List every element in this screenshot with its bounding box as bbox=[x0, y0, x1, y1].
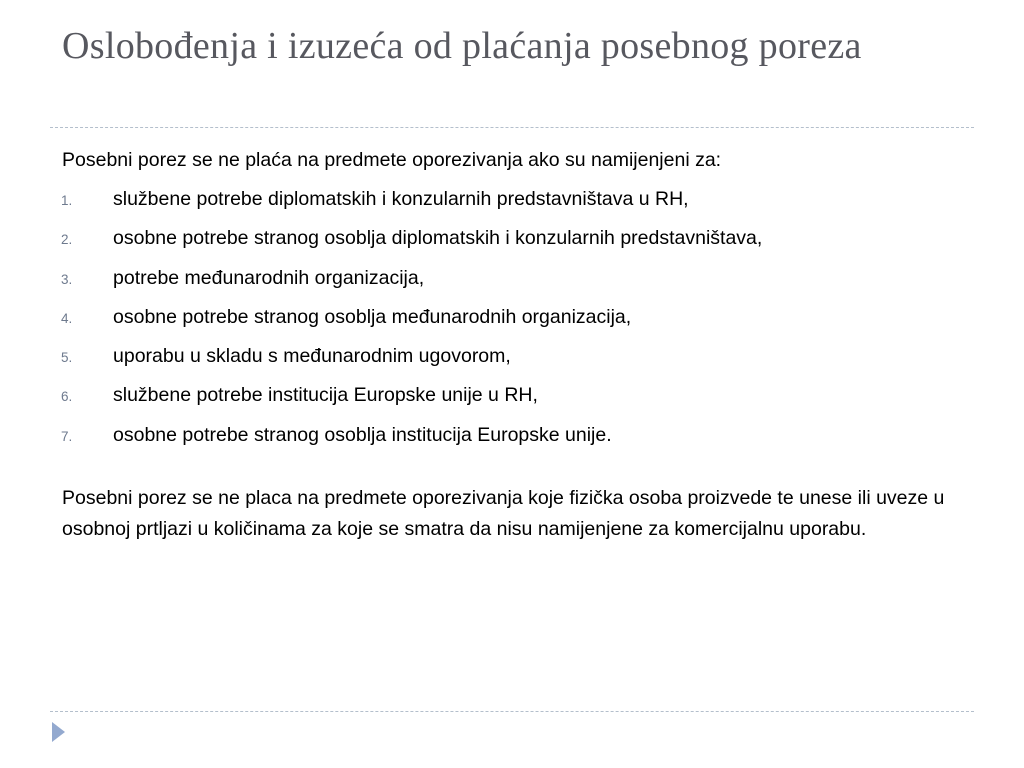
list-item-number: 2. bbox=[61, 232, 73, 248]
list-item-number: 7. bbox=[61, 428, 73, 444]
list-item-text: uporabu u skladu s međunarodnim ugovorom, bbox=[113, 345, 511, 368]
list-item bbox=[62, 380, 982, 410]
list-item-number: 5. bbox=[61, 350, 73, 366]
slide-body bbox=[62, 145, 982, 545]
list-item-number: 3. bbox=[61, 271, 73, 287]
footer-divider bbox=[50, 711, 974, 712]
list-item bbox=[62, 263, 982, 293]
list-item-text: osobne potrebe stranog osoblja institucija Europske unije. bbox=[113, 423, 612, 446]
list-item bbox=[62, 184, 982, 214]
title-divider bbox=[50, 127, 974, 128]
closing-paragraph: Posebni porez se ne placa na predmete oporezivanja koje fizička osoba proizvede te unese ili uveze u osobnoj prtljazi u količinama za koje se smatra da nisu namijenjene za komercijalnu uporabu. bbox=[62, 486, 945, 540]
list-item bbox=[62, 341, 982, 371]
intro-text: Posebni porez se ne plaća na predmete oporezivanja ako su namijenjeni za: bbox=[62, 149, 722, 171]
play-triangle-icon[interactable] bbox=[52, 722, 65, 742]
list-item-text: osobne potrebe stranog osoblja diplomatskih i konzularnih predstavništava, bbox=[113, 227, 763, 250]
list-item-text: službene potrebe institucija Europske unije u RH, bbox=[113, 384, 538, 407]
list-item bbox=[62, 302, 982, 332]
list-item bbox=[62, 223, 982, 253]
list-item-number: 6. bbox=[61, 389, 73, 405]
list-item bbox=[62, 420, 982, 450]
list-item-number: 4. bbox=[61, 310, 73, 326]
list-item-number: 1. bbox=[61, 193, 73, 208]
slide-title: Oslobođenja i izuzeća od plaćanja posebnog poreza bbox=[62, 25, 862, 67]
list-item-text: potrebe međunarodnih organizacija, bbox=[113, 266, 425, 289]
list-item-text: osobne potrebe stranog osoblja međunarodnih organizacija, bbox=[113, 305, 632, 328]
list-item-text: službene potrebe diplomatskih i konzularnih predstavništava u RH, bbox=[113, 188, 689, 210]
exemption-list bbox=[62, 184, 982, 450]
